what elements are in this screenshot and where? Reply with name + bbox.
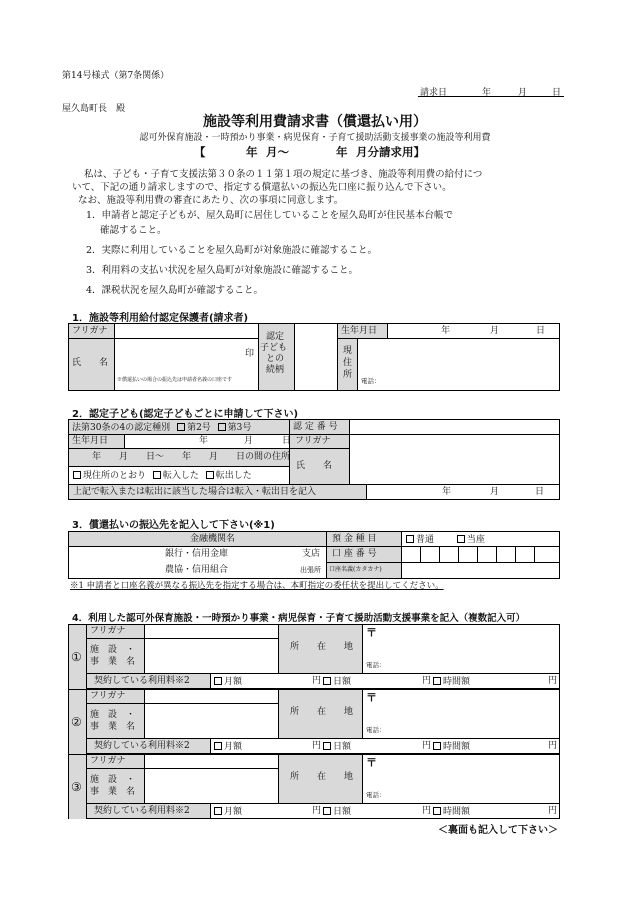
moved-in-checkbox[interactable] [153, 471, 161, 479]
type3-checkbox[interactable] [218, 423, 226, 431]
monthly-yen: 円 [312, 741, 322, 751]
seal-mark: 印 [245, 349, 255, 359]
guardian-furigana-label: フリガナ [72, 326, 108, 336]
deposit-type-label: 預 金 種 目 [332, 534, 377, 544]
postal-mark: 〒 [366, 691, 377, 704]
period-month1: 月～ [266, 145, 289, 159]
facility-number: ② [71, 715, 82, 729]
address-status-options [73, 471, 252, 481]
relation-label-1: 認定 [266, 332, 285, 342]
consent-1-cont: 確認すること。 [100, 225, 167, 236]
cert-number-field[interactable] [350, 420, 559, 433]
child-birth-label: 生年月日 [72, 436, 109, 446]
child-name-label: 氏 名 [296, 461, 333, 471]
daily-label: 日額 [333, 677, 352, 687]
form-number: 第14号様式（第7条関係） [62, 71, 170, 81]
hourly-label: 時間額 [443, 677, 471, 687]
guardian-birth-month: 月 [490, 326, 500, 336]
daily-yen: 円 [422, 806, 432, 816]
hourly-label: 時間額 [443, 742, 471, 752]
move-date-month: 月 [490, 487, 500, 497]
period-year1: 年 [246, 145, 258, 159]
hourly-fee-option [433, 807, 470, 817]
facility-name-label-1: 施 設 ・ [90, 645, 136, 655]
guardian-address-field[interactable] [358, 339, 559, 375]
current-label: 当座 [466, 535, 485, 545]
period-address-label: 年 月 日～ 年 月 日の間の住所 [92, 452, 291, 462]
move-date-field[interactable] [367, 485, 559, 499]
guardian-address-label [343, 345, 352, 381]
consent-2: 2．実際に利用していることを屋久島町が対象施設に確認すること。 [86, 245, 378, 256]
guardian-birth-label: 生年月日 [341, 326, 378, 336]
facility-furigana-field[interactable] [145, 625, 277, 638]
facility-number: ③ [71, 780, 82, 794]
monthly-yen: 円 [312, 806, 322, 816]
facility-name-field[interactable] [145, 769, 277, 802]
facility-phone-label: 電話： [366, 661, 386, 669]
period-year2: 年 [336, 145, 348, 159]
current-address-label: 現住所のとおり [83, 471, 147, 481]
monthly-yen: 円 [312, 676, 322, 686]
daily-checkbox[interactable] [323, 742, 331, 750]
child-birth-day: 日 [282, 436, 292, 446]
current-checkbox[interactable] [457, 535, 465, 543]
back-side-note: ＜裏面も記入して下さい＞ [438, 825, 558, 836]
fee-label: 契約している利用料※2 [94, 741, 190, 751]
document-subtitle: 認可外保育施設・一時預かり事業・病児保育・子育て援助活動支援事業の施設等利用費 [139, 133, 491, 143]
facility-phone-label: 電話： [366, 726, 386, 734]
child-furigana-label: フリガナ [295, 436, 331, 446]
addressee: 屋久島町長 殿 [62, 104, 126, 114]
guardian-name-label: 氏 名 [72, 358, 109, 368]
child-birth-field[interactable] [125, 435, 288, 447]
document-title: 施設等利用費請求書（償還払い用） [203, 114, 427, 130]
facility-name-label [90, 774, 135, 798]
child-birth-month: 月 [244, 436, 254, 446]
facility-name-label [90, 644, 135, 668]
daily-checkbox[interactable] [323, 807, 331, 815]
facility-furigana-label: フリガナ [90, 691, 126, 701]
facility-name-label-2: 事 業 名 [90, 657, 136, 667]
consent-1: 1．申請者と認定子どもが、屋久島町に居住していることを屋久島町が住民基本台帳で [86, 210, 454, 221]
daily-fee-option [323, 742, 351, 752]
ordinary-checkbox[interactable] [406, 535, 414, 543]
guardian-phone-label: 電話： [361, 377, 381, 385]
intro-line-1: 私は、子ども・子育て支援法第３０条の１１第１項の規定に基づき、施設等利用費の給付につ [84, 169, 483, 180]
hourly-fee-option [433, 677, 470, 687]
branch-label-2: 出張所 [300, 566, 321, 574]
address-label-1: 現 [343, 346, 353, 356]
monthly-checkbox[interactable] [214, 742, 222, 750]
postal-mark: 〒 [366, 626, 377, 639]
bank-types-1: 銀行・信用金庫 [165, 549, 229, 559]
cert-type-text: 法第30条の4の認定種別 [72, 423, 171, 433]
facility-address-field[interactable] [363, 755, 559, 789]
moved-out-checkbox[interactable] [206, 471, 214, 479]
address-label-2: 住 [343, 358, 353, 368]
guardian-birth-field[interactable] [388, 324, 559, 337]
section2-heading: 2．認定子ども(認定子どもごとに申請して下さい) [72, 409, 299, 420]
deposit-options [406, 535, 485, 545]
monthly-label: 月額 [224, 807, 243, 817]
period-month2: 月分請求用】 [356, 145, 425, 159]
request-date-label: 請求日 [420, 88, 448, 98]
type3-label: 第3号 [227, 423, 252, 433]
move-date-day: 日 [535, 487, 545, 497]
billing-period [194, 144, 434, 160]
account-name-field[interactable] [402, 563, 559, 578]
guardian-birth-day: 日 [536, 326, 546, 336]
guardian-furigana-field[interactable] [115, 325, 257, 337]
section1-heading: 1．施設等利用給付認定保護者(請求者) [72, 313, 249, 324]
hourly-label: 時間額 [443, 807, 471, 817]
facility-location-label: 所 在 地 [290, 772, 354, 782]
monthly-checkbox[interactable] [214, 807, 222, 815]
facility-address-field[interactable] [363, 690, 559, 724]
relation-label-3: との [266, 354, 285, 364]
monthly-fee-option [214, 807, 242, 817]
bank-name-label: 金融機関名 [190, 534, 236, 544]
child-birth-year: 年 [199, 436, 209, 446]
current-address-checkbox[interactable] [73, 471, 81, 479]
facility-name-label-2: 事 業 名 [90, 787, 136, 797]
move-date-year: 年 [442, 487, 452, 497]
relation-field[interactable] [295, 324, 336, 390]
facility-name-field[interactable] [145, 639, 277, 672]
facility-number: ① [71, 650, 82, 664]
facility-furigana-label: フリガナ [90, 626, 126, 636]
facility-location-label: 所 在 地 [290, 642, 354, 652]
hourly-yen: 円 [548, 676, 558, 686]
account-number-field[interactable] [402, 547, 559, 561]
period-open: 【 [194, 145, 206, 159]
guardian-name-field[interactable] [115, 339, 257, 377]
hourly-fee-option [433, 742, 470, 752]
fee-label: 契約している利用料※2 [94, 806, 190, 816]
facility-name-label-1: 施 設 ・ [90, 710, 136, 720]
request-date-month: 月 [518, 88, 528, 98]
request-date-day: 日 [552, 88, 562, 98]
hourly-checkbox[interactable] [433, 807, 441, 815]
intro-line-3: なお、施設等利用費の審査にあたり、次の事項に同意します。 [78, 195, 344, 206]
account-number-label: 口 座 番 号 [332, 549, 377, 559]
hourly-checkbox[interactable] [433, 677, 441, 685]
type2-checkbox[interactable] [177, 423, 185, 431]
daily-fee-option [323, 807, 351, 817]
daily-yen: 円 [422, 676, 432, 686]
section3-heading: 3．償還払いの振込先を記入して下さい(※1) [72, 520, 275, 531]
daily-label: 日額 [333, 742, 352, 752]
cert-number-label: 認 定 番 号 [293, 422, 338, 432]
branch-label: 支店 [302, 549, 321, 559]
facility-name-label-2: 事 業 名 [90, 722, 136, 732]
relation-label-2: 子ども [260, 343, 288, 353]
ordinary-label: 普通 [416, 535, 435, 545]
facility-furigana-label: フリガナ [90, 756, 126, 766]
facility-furigana-field[interactable] [145, 755, 277, 768]
monthly-checkbox[interactable] [214, 677, 222, 685]
fee-label: 契約している利用料※2 [94, 676, 190, 686]
hourly-yen: 円 [548, 741, 558, 751]
consent-4: 4．課税状況を屋久島町が確認すること。 [86, 285, 264, 296]
facility-name-label-1: 施 設 ・ [90, 775, 136, 785]
cert-type-label [72, 423, 251, 433]
bank-name-field[interactable] [69, 547, 325, 578]
request-date-year: 年 [482, 88, 492, 98]
facility-name-label [90, 709, 135, 733]
monthly-fee-option [214, 742, 242, 752]
monthly-label: 月額 [224, 742, 243, 752]
move-date-note: 上記で転入または転出に該当した場合は転入・転出日を記入 [73, 487, 317, 497]
section4-heading: 4．利用した認可外保育施設・一時預かり事業・病児保育・子育て援助活動支援事業を記入（複数記入可） [72, 613, 526, 624]
facility-name-field[interactable] [145, 704, 277, 737]
facility-phone-label: 電話： [366, 791, 386, 799]
monthly-fee-option [214, 677, 242, 687]
facility-location-label: 所 在 地 [290, 707, 354, 717]
type2-label: 第2号 [187, 423, 211, 433]
daily-yen: 円 [422, 741, 432, 751]
moved-out-label: 転出した [215, 471, 252, 481]
account-name-label: 口座名義(カタカナ) [329, 566, 382, 573]
monthly-label: 月額 [224, 677, 243, 687]
address-label-3: 所 [343, 370, 353, 380]
child-furigana-field[interactable] [350, 435, 559, 447]
hourly-checkbox[interactable] [433, 742, 441, 750]
daily-label: 日額 [333, 807, 352, 817]
facility-furigana-field[interactable] [145, 690, 277, 703]
guardian-account-note: ※償還払いの場合の振込先は申請者名義の口座です [117, 377, 233, 383]
bank-types-2: 農協・信用組合 [165, 565, 229, 575]
intro-line-2: いて、下記の通り請求しますので、指定する償還払いの振込先口座に振り込んで下さい。 [72, 182, 452, 193]
postal-mark: 〒 [366, 756, 377, 769]
bank-footnote: ※1 申請者と口座名義が異なる振込先を指定する場合は、本町指定の委任状を提出してください。 [70, 581, 444, 591]
facility-address-field[interactable] [363, 625, 559, 659]
moved-in-label: 転入した [162, 471, 199, 481]
relation-label-4: 続柄 [266, 365, 285, 375]
daily-checkbox[interactable] [323, 677, 331, 685]
daily-fee-option [323, 677, 351, 687]
guardian-birth-year: 年 [441, 326, 451, 336]
hourly-yen: 円 [548, 806, 558, 816]
child-name-field[interactable] [350, 449, 559, 483]
consent-3: 3．利用料の支払い状況を屋久島町が対象施設に確認すること。 [86, 265, 359, 276]
relation-label [260, 332, 288, 376]
